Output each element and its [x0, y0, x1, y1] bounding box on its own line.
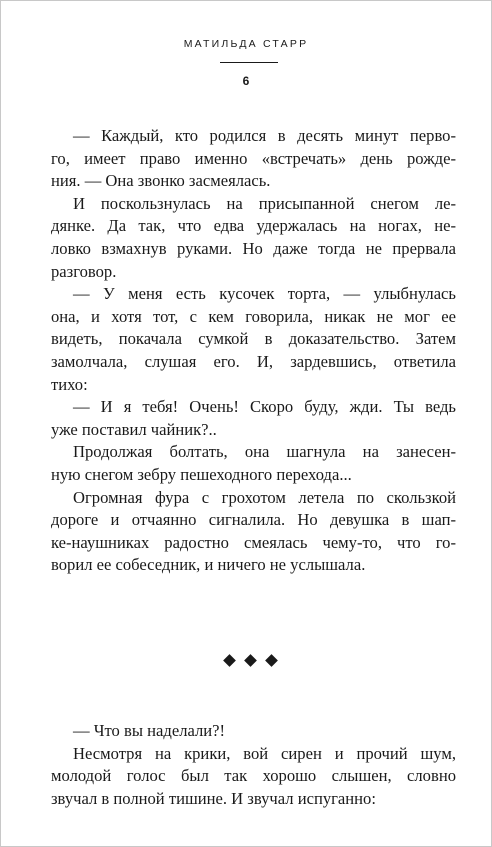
text-line: замолчала, слушая его. И, зардевшись, ответила	[51, 351, 456, 371]
page-number: 6	[242, 74, 250, 88]
text-line: Несмотря на крики, вой сирен и прочий шум,	[73, 743, 456, 763]
text-line: И поскользнулась на присыпанной снегом ле-	[73, 193, 456, 213]
text-line: дянке. Да так, что едва удержалась на ногах, не-	[51, 216, 456, 236]
text-line: ке-наушниках радостно смеялась чему-то, что го-	[51, 532, 456, 552]
paragraph	[51, 125, 456, 193]
text-line: дороге и отчаянно сигналила. Но девушка в шап-	[51, 510, 456, 530]
text-section-1	[51, 125, 456, 577]
header-rule	[220, 62, 278, 63]
paragraph	[51, 487, 456, 577]
text-section-2	[51, 720, 456, 810]
section-break-ornament	[0, 653, 492, 670]
text-line: она, и хотя тот, с кем говорила, никак не мог ее	[51, 306, 456, 326]
text-line: Огромная фура с грохотом летела по скользкой	[73, 487, 456, 507]
text-line: тихо:	[51, 374, 88, 394]
paragraph	[51, 720, 456, 743]
text-line: разговор.	[51, 261, 117, 281]
text-line: видеть, покачала сумкой в доказательство. Затем	[51, 329, 456, 349]
text-line: — Что вы наделали?!	[73, 721, 226, 740]
diamond-icon	[223, 654, 236, 667]
text-line: уже поставил чайник?..	[51, 419, 217, 439]
text-line: — Каждый, кто родился в десять минут перво-	[73, 126, 456, 145]
text-line: — И я тебя! Очень! Скоро буду, жди. Ты ведь	[73, 397, 456, 417]
paragraph	[51, 396, 456, 441]
paragraph	[51, 193, 456, 283]
text-line: ния. — Она звонко засмеялась.	[51, 171, 271, 191]
text-line: Продолжая болтать, она шагнула на занесен-	[73, 442, 456, 462]
text-line: ную снегом зебру пешеходного перехода...	[51, 464, 352, 484]
text-line: молодой голос был так хорошо слышен, словно	[51, 766, 456, 786]
paragraph	[51, 743, 456, 811]
paragraph	[51, 441, 456, 486]
text-line: — У меня есть кусочек торта, — улыбнулась	[73, 284, 456, 304]
diamond-icon	[265, 654, 278, 667]
text-line: ловко взмахнув руками. Но даже тогда не прервала	[51, 238, 456, 258]
running-head-author: МАТИЛЬДА СТАРР	[183, 38, 309, 50]
text-line: го, имеет право именно «встречать» день рожде-	[51, 148, 456, 168]
text-line: ворил ее собеседник, и ничего не услышала.	[51, 555, 366, 575]
paragraph	[51, 283, 456, 396]
diamond-icon	[244, 654, 257, 667]
text-line: звучал в полной тишине. И звучал испуганно:	[51, 788, 376, 808]
